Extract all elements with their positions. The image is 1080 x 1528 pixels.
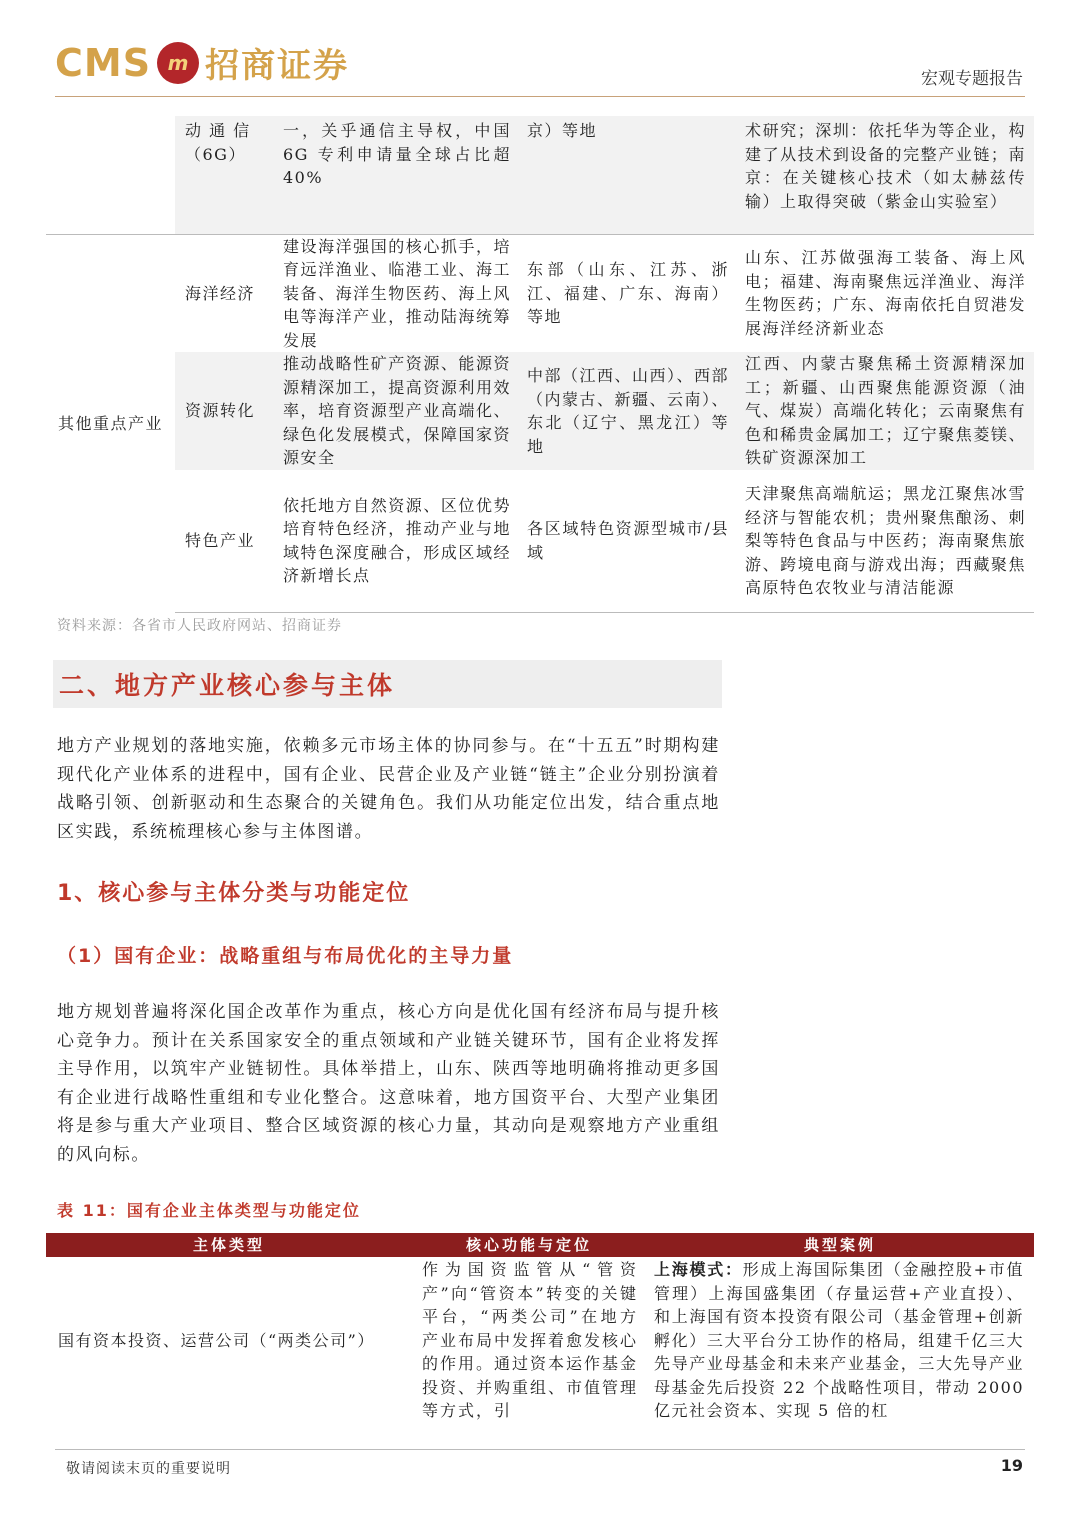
table-source: 资料来源：各省市人民政府网站、招商证券	[57, 618, 342, 634]
industry-cases: 术研究；深圳：依托华为等企业，构建了从技术到设备的完整产业链；南京：在关键核心技术（如太赫兹传输）上取得突破（紫金山实验室）	[737, 116, 1034, 234]
footer-divider	[55, 1449, 1025, 1450]
table-caption: 表 11：国有企业主体类型与功能定位	[57, 1201, 361, 1220]
logo-company-name: 招商证券	[205, 46, 350, 86]
subsection-title: 1、核心参与主体分类与功能定位	[57, 881, 411, 906]
industry-name: 特色产业	[175, 470, 275, 612]
column-header-case: 典型案例	[803, 1236, 876, 1254]
industry-region: 京）等地	[519, 116, 737, 234]
industry-cases: 天津聚焦高端航运；黑龙江聚焦冰雪经济与智能农机；贵州聚焦酿汤、刺梨等特色食品与中医药；海南聚焦旅游、跨境电商与游戏出海；西藏聚焦高原特色农牧业与清洁能源	[737, 470, 1034, 612]
cms-logo	[55, 38, 349, 87]
industry-name: 动 通 信（6G）	[175, 116, 275, 234]
intro-paragraph: 地方产业规划的落地实施，依赖多元市场主体的协同参与。在“十五五”时期构建现代化产业体系的进程中，国有企业、民营企业及产业链“链主”企业分别扮演着战略引领、创新驱动和生态聚合的关键角色。我们从功能定位出发，结合重点地区实践，系统梳理核心参与主体图谱。	[57, 736, 720, 842]
group-label: 其他重点产业	[46, 234, 175, 612]
entity-function: 作为国资监管从“管资产”向“管资本”转变的关键平台，“两类公司”在地方产业布局中发挥着愈发核心的作用。通过资本运作基金投资、并购重组、市值管理等方式，引	[422, 1260, 639, 1420]
page-number: 19	[1000, 1456, 1023, 1475]
column-header-function: 核心功能与定位	[465, 1236, 592, 1254]
table-row	[46, 1258, 1034, 1424]
footer-note: 敬请阅读末页的重要说明	[66, 1461, 231, 1477]
table-header-row	[46, 1233, 1034, 1257]
industry-name: 资源转化	[175, 352, 275, 470]
industry-region: 中部（江西、山西）、西部（内蒙古、新疆、云南）、东北（辽宁、黑龙江）等地	[519, 352, 737, 470]
industry-cases: 山东、江苏做强海工装备、海上风电；福建、海南聚焦远洋渔业、海洋生物医药；广东、海南依托自贸港发展海洋经济新业态	[737, 234, 1034, 352]
industry-table	[46, 116, 1034, 613]
industry-desc: 一，关乎通信主导权，中国6G 专利申请量全球占比超40%	[275, 116, 519, 234]
column-header-type: 主体类型	[192, 1236, 265, 1254]
table-cell-empty	[46, 116, 175, 234]
section-heading	[53, 660, 722, 708]
industry-desc: 依托地方自然资源、区位优势培育特色经济，推动产业与地域特色深度融合，形成区域经济新增长点	[275, 470, 519, 612]
industry-region: 各区域特色资源型城市/县域	[519, 470, 737, 612]
case-text: 形成上海国际集团（金融控股+市值管理）上海国盛集团（存量运营+产业直投）、和上海国有资本投资有限公司（基金管理+创新孵化）三大平台分工协作的格局，组建千亿三大先导产业母基金和未来产业基金，三大先导产业母基金先后投资 22 个战略性项目，带动 2000 亿元社会资本、实现 5 倍的杠	[654, 1260, 1024, 1420]
case-label: 上海模式：	[654, 1260, 743, 1279]
report-type: 宏观专题报告	[921, 69, 1023, 89]
section-title: 二、地方产业核心参与主体	[59, 671, 396, 700]
industry-name: 海洋经济	[175, 234, 275, 352]
header-divider	[55, 96, 1025, 97]
page-header	[0, 0, 1080, 100]
industry-desc: 建设海洋强国的核心抓手，培育远洋渔业、临港工业、海工装备、海洋生物医药、海上风电等海洋产业，推动陆海统筹发展	[275, 234, 519, 352]
industry-cases: 江西、内蒙古聚焦稀土资源精深加工；新疆、山西聚焦能源资源（油气、煤炭）高端化转化；云南聚焦有色和稀贵金属加工；辽宁聚焦菱镁、铁矿资源深加工	[737, 352, 1034, 470]
industry-desc: 推动战略性矿产资源、能源资源精深加工，提高资源利用效率，培育资源型产业高端化、绿色化发展模式，保障国家资源安全	[275, 352, 519, 470]
soe-paragraph: 地方规划普遍将深化国企改革作为重点，核心方向是优化国有经济布局与提升核心竞争力。预计在关系国家安全的重点领域和产业链关键环节，国有企业将发挥主导作用，以筑牢产业链韧性。具体举措上，山东、陕西等地明确将推动更多国有企业进行战略性重组和专业化整合。这意味着，地方国资平台、大型产业集团将是参与重大产业项目、整合区域资源的核心力量，其动向是观察地方产业重组的风向标。	[57, 1002, 720, 1165]
entity-case	[646, 1258, 1034, 1424]
entity-type: 国有资本投资、运营公司（“两类公司”）	[58, 1331, 375, 1351]
industry-region: 东部（山东、江苏、浙江、福建、广东、海南）等地	[519, 234, 737, 352]
sub-subsection-title: （1）国有企业：战略重组与布局优化的主导力量	[57, 945, 514, 967]
logo-badge-icon: m	[157, 42, 199, 84]
logo-cms-text: CMS	[55, 40, 152, 85]
